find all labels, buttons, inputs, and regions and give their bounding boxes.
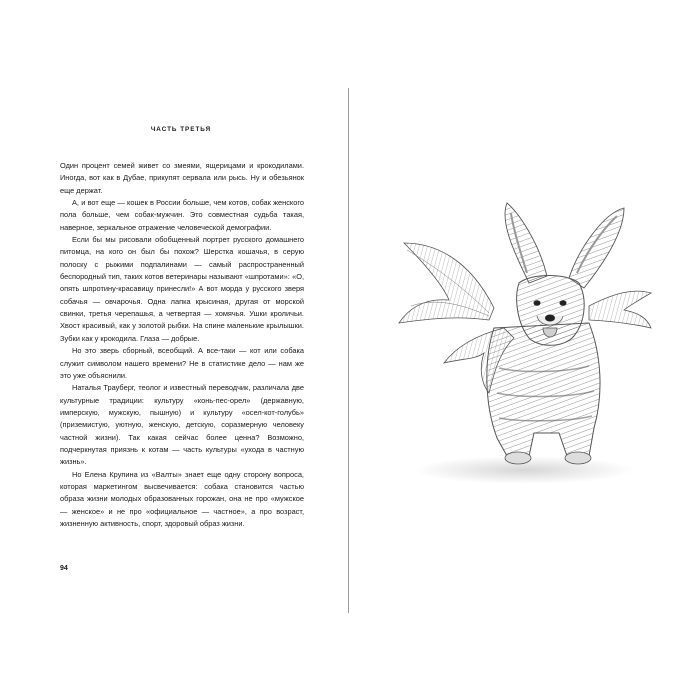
- right-paw: [565, 452, 591, 464]
- body-text: [60, 160, 304, 530]
- left-wing: [399, 243, 494, 323]
- left-paw: [505, 452, 531, 464]
- right-page: [349, 0, 700, 700]
- paragraph: Наталья Трауберг, теолог и известный переводчик, различала две культурные традиции: культуру «конь-пес-орел» (державную, имперскую, мужскую, пышную) и культуру «осел-кот-голубь» (приземистую, уютную, женскую, детскую, соразмерную человеку частной жизни). Так какая сейчас более ценна? Возможно, подчеркнутая приязнь к котам — часть культуры «ухода в частную жизнь».: [60, 383, 304, 467]
- right-eye: [560, 300, 567, 306]
- right-rabbit-ear: [569, 208, 624, 288]
- paragraph: Один процент семей живет со змеями, ящерицами и крокодилами. Иногда, вот как в Дубае, прикупят сервала или рысь. Ну и обезьянок еще держат.: [60, 161, 304, 195]
- section-heading: ЧАСТЬ ТРЕТЬЯ: [150, 126, 212, 133]
- nose: [545, 315, 555, 322]
- left-page: [0, 0, 348, 700]
- composite-animal-illustration: [389, 188, 664, 518]
- paragraph: А, и вот еще — кошек в России больше, чем котов, собак женского пола больше, чем собак-мужчин. Это совместная судьба такая, наверное, зеркальное отражение человеческой демографии.: [60, 198, 304, 232]
- paragraph: Но это зверь сборный, всеобщий. А все-таки — кот или собака служит символом нашего времени? Не в статистике дело — нам же это уже объяснили.: [60, 346, 304, 380]
- page-number: 94: [60, 565, 68, 572]
- paragraph: Но Елена Крупина из «Валты» знает еще одну сторону вопроса, которая маркетингом высвечивается: собака становится частью образа жизни молодых образованных горожан, она не про «мужское — женское» и не про «официальное — частное», а про возраст, жизненную активность, спорт, здоровый образ жизни.: [60, 469, 304, 528]
- paragraph: Если бы мы рисовали обобщенный портрет русского домашнего питомца, на кого он был бы похож? Шерстка кошачья, в серую полоску с рыжими подпалинами — самый распространенный беспородный тип, таких котов ветеринары называют «шпротами»: «О, опять шпротину-красавицу принесли!» А вот морда у русского зверя собачья — овчарочья. Одна лапка крысиная, другая от морской свинки, третья черепашья, а четвертая — хомячья. Ушки кроличьи. Хвост красивый, как у золотой рыбки. На спине маленькие крылышки. Зубки как у крокодила. Глаза — добрые.: [60, 235, 304, 343]
- left-eye: [534, 300, 541, 306]
- right-wing: [589, 291, 651, 328]
